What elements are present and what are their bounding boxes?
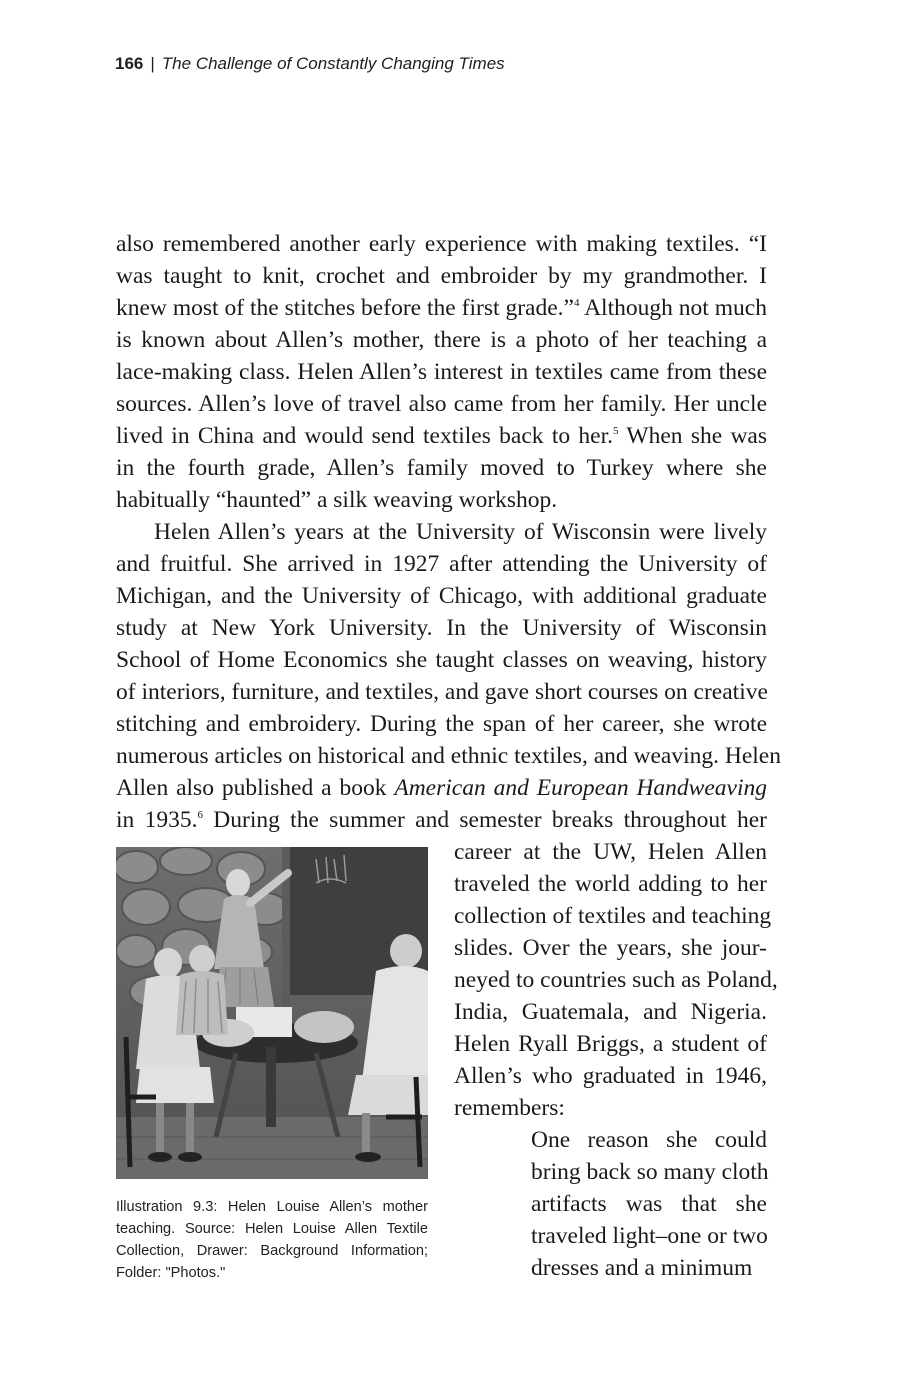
body-line: collection of textiles and teaching [454, 903, 772, 929]
body-line-text: knew most of the stitches before the first grade.” [116, 295, 574, 321]
quote-line: traveled light–one or two [531, 1223, 768, 1249]
body-line: sources. Allen’s love of travel also came from her family. Her uncle [116, 391, 767, 417]
footnote-ref: 5 [613, 425, 619, 438]
body-line-text: Allen also published a book [116, 775, 387, 801]
body-line-text: in 1935. [116, 807, 198, 833]
book-title: American and European Handweaving [394, 775, 767, 801]
page-number: 166 [115, 54, 144, 73]
body-line: habitually “haunted” a silk weaving workshop. [116, 487, 558, 513]
body-line [116, 292, 767, 324]
body-line: traveled the world adding to her [454, 871, 767, 897]
caption-line: teaching. Source: Helen Louise Allen Textile [116, 1221, 428, 1237]
figure-photo [116, 847, 428, 1179]
caption-line: Folder: "Photos." [116, 1265, 226, 1281]
body-line: career at the UW, Helen Allen [454, 839, 767, 865]
footnote-ref: 6 [197, 809, 203, 822]
body-line: study at New York University. In the University of Wisconsin [116, 615, 767, 641]
quote-line: bring back so many cloth [531, 1159, 769, 1185]
body-line: and fruitful. She arrived in 1927 after attending the University of [116, 551, 767, 577]
body-line: India, Guatemala, and Nigeria. [454, 999, 767, 1025]
body-line [116, 772, 767, 804]
body-line: remembers: [454, 1095, 565, 1121]
caption-line: Collection, Drawer: Background Information; [116, 1243, 428, 1259]
quote-line: artifacts was that she [531, 1191, 767, 1217]
body-line: lace-making class. Helen Allen’s interest in textiles came from these [116, 359, 767, 385]
body-line [116, 804, 767, 836]
body-line [116, 420, 767, 452]
body-line: School of Home Economics she taught classes on weaving, history [116, 647, 767, 673]
running-head [115, 54, 505, 74]
body-line-text: When she was [626, 423, 768, 449]
body-line: numerous articles on historical and ethnic textiles, and weaving. Helen [116, 743, 781, 769]
body-line: was taught to knit, crochet and embroider by my grandmother. I [116, 263, 767, 289]
header-separator: | [150, 54, 155, 73]
body-line-text: During the summer and semester breaks throughout her [213, 807, 768, 833]
body-line: in the fourth grade, Allen’s family moved to Turkey where she [116, 455, 767, 481]
body-line: of interiors, furniture, and textiles, and gave short courses on creative [116, 679, 768, 705]
body-line: neyed to countries such as Poland, [454, 967, 778, 993]
body-line: is known about Allen’s mother, there is a photo of her teaching a [116, 327, 767, 353]
body-line: Helen Ryall Briggs, a student of [454, 1031, 767, 1057]
figure-caption [116, 1196, 428, 1284]
body-line: Michigan, and the University of Chicago, with additional graduate [116, 583, 767, 609]
body-line: Helen Allen’s years at the University of Wisconsin were lively [154, 519, 767, 545]
caption-line: Illustration 9.3: Helen Louise Allen’s mother [116, 1199, 428, 1215]
footnote-ref: 4 [573, 297, 580, 310]
photo-image [116, 847, 428, 1179]
body-line-text: lived in China and would send textiles back to her. [116, 423, 614, 449]
quote-line: One reason she could [531, 1127, 767, 1153]
running-title: The Challenge of Constantly Changing Times [161, 54, 505, 73]
body-line: also remembered another early experience with making textiles. “I [116, 231, 767, 257]
body-line-text: Although not much [584, 295, 767, 321]
quote-line: dresses and a minimum [531, 1255, 753, 1281]
body-line: Allen’s who graduated in 1946, [454, 1063, 767, 1089]
body-line: slides. Over the years, she jour- [454, 935, 767, 961]
body-line: stitching and embroidery. During the span of her career, she wrote [116, 711, 767, 737]
